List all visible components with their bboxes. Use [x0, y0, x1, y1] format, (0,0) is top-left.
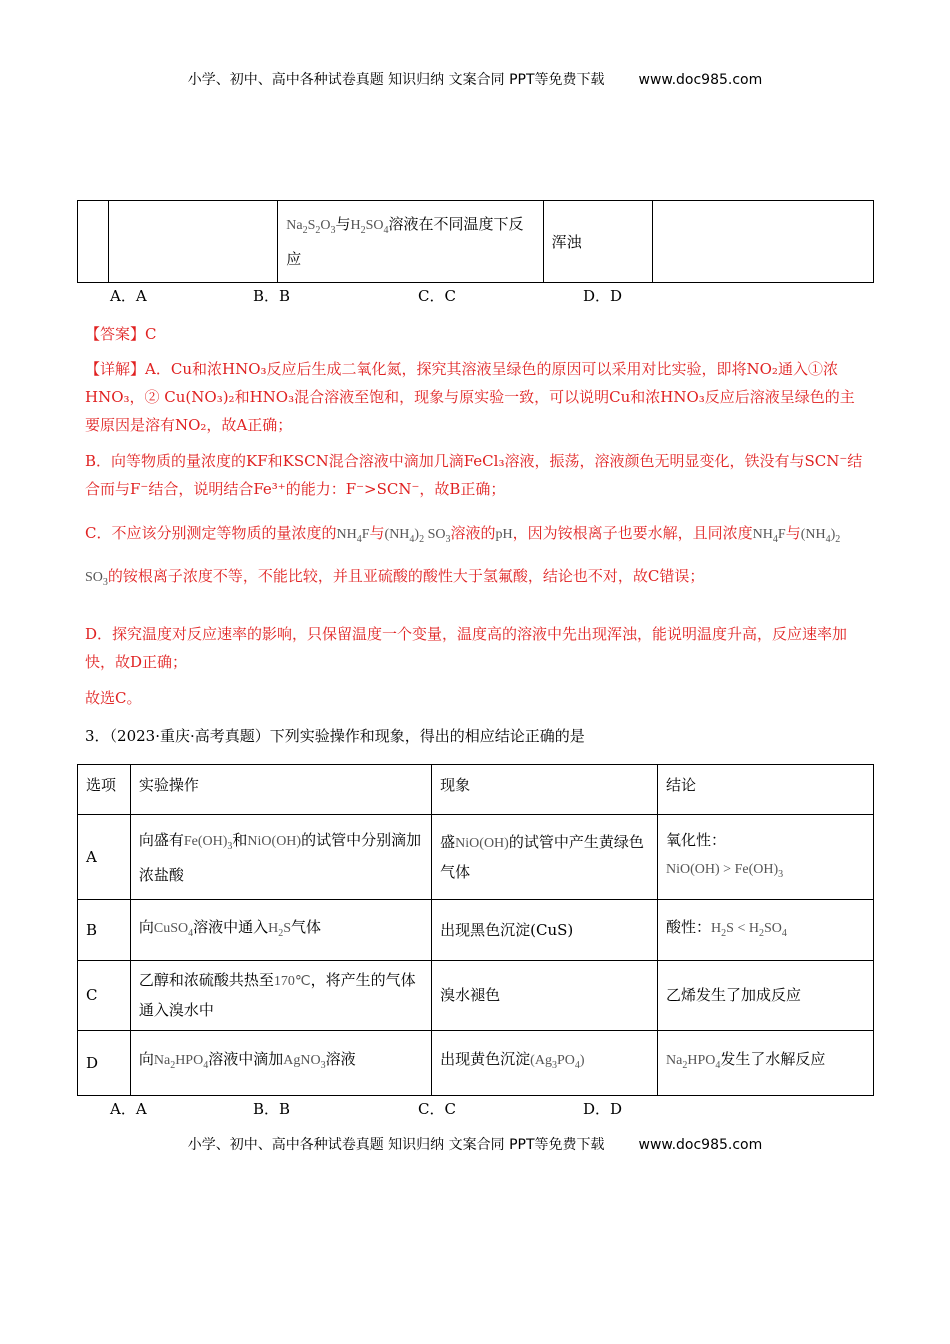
option-a[interactable]: A．A — [110, 287, 147, 305]
table-row — [78, 1030, 874, 1095]
option-b[interactable]: B．B — [253, 1100, 291, 1118]
table-row — [78, 815, 874, 900]
footer-url[interactable]: www.doc985.com — [638, 1137, 763, 1153]
table-row — [78, 960, 874, 1030]
table-cell-conclusion — [652, 201, 873, 283]
option-c[interactable]: C．C — [418, 287, 456, 305]
page-footer — [0, 1134, 950, 1154]
table-row — [78, 900, 874, 960]
row-conclusion: 酸性：$H_2S < H_2SO_4$ — [658, 900, 874, 960]
table-header-row — [78, 765, 874, 815]
question-3-stem: 3．（2023·重庆·高考真题）下列实验操作和现象，得出的相应结论正确的是 — [85, 727, 585, 745]
row-phenomenon: 出现黑色沉淀(CuS) — [432, 900, 658, 960]
footer-text: 小学、初中、高中各种试卷真题 知识归纳 文案合同 PPT等免费下载 — [187, 1137, 605, 1153]
experiment-table — [77, 764, 874, 1096]
detail-b: B．向等物质的量浓度的KF和KSCN混合溶液中滴加几滴FeCl₃溶液，振荡，溶液颜色无明显变化，铁没有与SCN⁻结合而与F⁻结合，说明结合Fe³⁺的能力：F⁻>SCN⁻，故B正确； — [85, 452, 863, 498]
option-b[interactable]: B．B — [253, 287, 291, 305]
detail-a: 【详解】A．Cu和浓HNO₃反应后生成二氧化氮，探究其溶液呈绿色的原因可以采用对比实验，即将NO₂通入①浓HNO₃，② Cu(NO₃)₂和HNO₃混合溶液至饱和，现象与原实验一致，可以说明Cu和浓HNO₃反应后溶液呈绿色的主要原因是溶有NO₂，故A正确； — [85, 360, 855, 434]
row-operation: 向CuSO$_4$溶液中通入$H_2S$气体 — [130, 900, 431, 960]
row-operation: 向$Na_2HPO_4$溶液中滴加AgNO$_3$溶液 — [130, 1030, 431, 1095]
header-operation: 实验操作 — [130, 765, 431, 815]
header-url[interactable]: www.doc985.com — [638, 72, 763, 88]
row-conclusion: $Na_2HPO_4$发生了水解反应 — [658, 1030, 874, 1095]
detail-c: C．不应该分别测定等物质的量浓度的$NH_4F$与$(NH_4)_2$ $SO_3$溶液的pH，因为铵根离子也要水解，且同浓度$NH_4F$与$(NH_4)_2$ $SO_3$的铵根离子浓度不等，不能比较，并且亚硫酸的酸性大于氢氟酸，结论也不对，故C错误； — [85, 524, 841, 588]
row-phenomenon: 盛NiO(OH)的试管中产生黄绿色气体 — [432, 815, 658, 900]
header-option: 选项 — [78, 765, 131, 815]
table-cell-phenomenon: 浑浊 — [543, 201, 652, 283]
option-c[interactable]: C．C — [418, 1100, 456, 1118]
row-option: C — [78, 960, 131, 1030]
row-operation: 乙醇和浓硫酸共热至170℃，将产生的气体通入溴水中 — [130, 960, 431, 1030]
row-phenomenon: 出现黄色沉淀$(Ag_3PO_4)$ — [432, 1030, 658, 1095]
row-option: D — [78, 1030, 131, 1095]
row-operation: 向盛有$Fe(OH)_3$和NiO(OH)的试管中分别滴加浓盐酸 — [130, 815, 431, 900]
row-option: A — [78, 815, 131, 900]
experiment-table-continued — [77, 200, 874, 283]
row-option: B — [78, 900, 131, 960]
option-d[interactable]: D．D — [583, 1100, 623, 1118]
header-conclusion: 结论 — [658, 765, 874, 815]
row-conclusion: 氧化性： $NiO(OH) > Fe(OH)_3$ — [658, 815, 874, 900]
table-row — [78, 201, 874, 283]
answer-label: 【答案】C — [85, 325, 157, 343]
detail-d: D．探究温度对反应速率的影响，只保留温度一个变量，温度高的溶液中先出现浑浊，能说明温度升高，反应速率加快，故D正确； — [85, 625, 848, 671]
final-answer: 故选C。 — [85, 689, 142, 707]
table-cell-option — [78, 201, 109, 283]
option-a[interactable]: A．A — [110, 1100, 147, 1118]
row-phenomenon: 溴水褪色 — [432, 960, 658, 1030]
table-cell-operation: $Na_2S_2O_3$与$H_2SO_4$溶液在不同温度下反应 — [278, 201, 543, 283]
option-d[interactable]: D．D — [583, 287, 623, 305]
header-phenomenon: 现象 — [432, 765, 658, 815]
page-header — [0, 69, 950, 89]
table-cell-blank — [109, 201, 278, 283]
row-conclusion: 乙烯发生了加成反应 — [658, 960, 874, 1030]
header-text: 小学、初中、高中各种试卷真题 知识归纳 文案合同 PPT等免费下载 — [187, 72, 605, 88]
